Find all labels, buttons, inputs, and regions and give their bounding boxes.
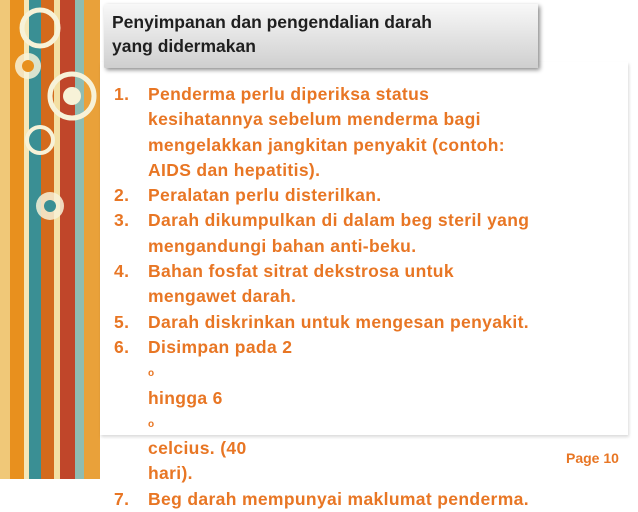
item-line: Peralatan perlu disterilkan. [148,185,382,206]
item-number: 7. [114,488,130,509]
numbered-list [114,82,529,512]
item-line: AIDS dan hepatitis). [148,159,321,180]
item-line: hari). [148,463,193,484]
list-item-5 [114,310,529,335]
item-line: mengandungi bahan anti-beku. [148,235,417,256]
item-line: kesihatannya sebelum menderma bagi [148,109,481,130]
item-number: 6. [114,336,130,357]
item-line: Darah diskrinkan untuk mengesan penyakit. [148,311,529,332]
item-text: celcius. (40 [148,438,247,459]
item-number: 1. [114,84,130,104]
item-line: Bahan fosfat sitrat dekstrosa untuk [148,261,454,282]
item-number: 3. [114,210,130,231]
item-number: 2. [114,185,130,206]
item-line: mengawet darah. [148,286,297,307]
item-text: hingga 6 [148,387,223,408]
item-line: Penderma perlu diperiksa status [148,84,430,104]
list-item-2 [114,183,529,208]
list-item-3 [114,208,529,259]
item-line: Darah dikumpulkan di dalam beg steril yang [148,210,530,231]
list-item-6 [114,335,529,487]
title-box [104,4,538,68]
list-item-7 [114,487,529,512]
list-item-4 [114,259,529,310]
item-line: Beg darah mempunyai maklumat penderma. [148,488,529,509]
list-item-1 [114,82,529,183]
page-number: Page 10 [566,450,619,466]
item-number: 4. [114,261,130,282]
item-text: Disimpan pada 2 [148,336,293,357]
title-line-2: yang didermakan [112,36,256,56]
degree-mark: o [148,418,155,430]
degree-mark: o [148,368,155,380]
item-line: mengelakkan jangkitan penyakit (contoh: [148,134,505,155]
item-number: 5. [114,311,130,332]
item-line [148,335,292,461]
decorative-stripes [0,0,100,479]
title-line-1: Penyimpanan dan pengendalian darah [112,12,432,32]
